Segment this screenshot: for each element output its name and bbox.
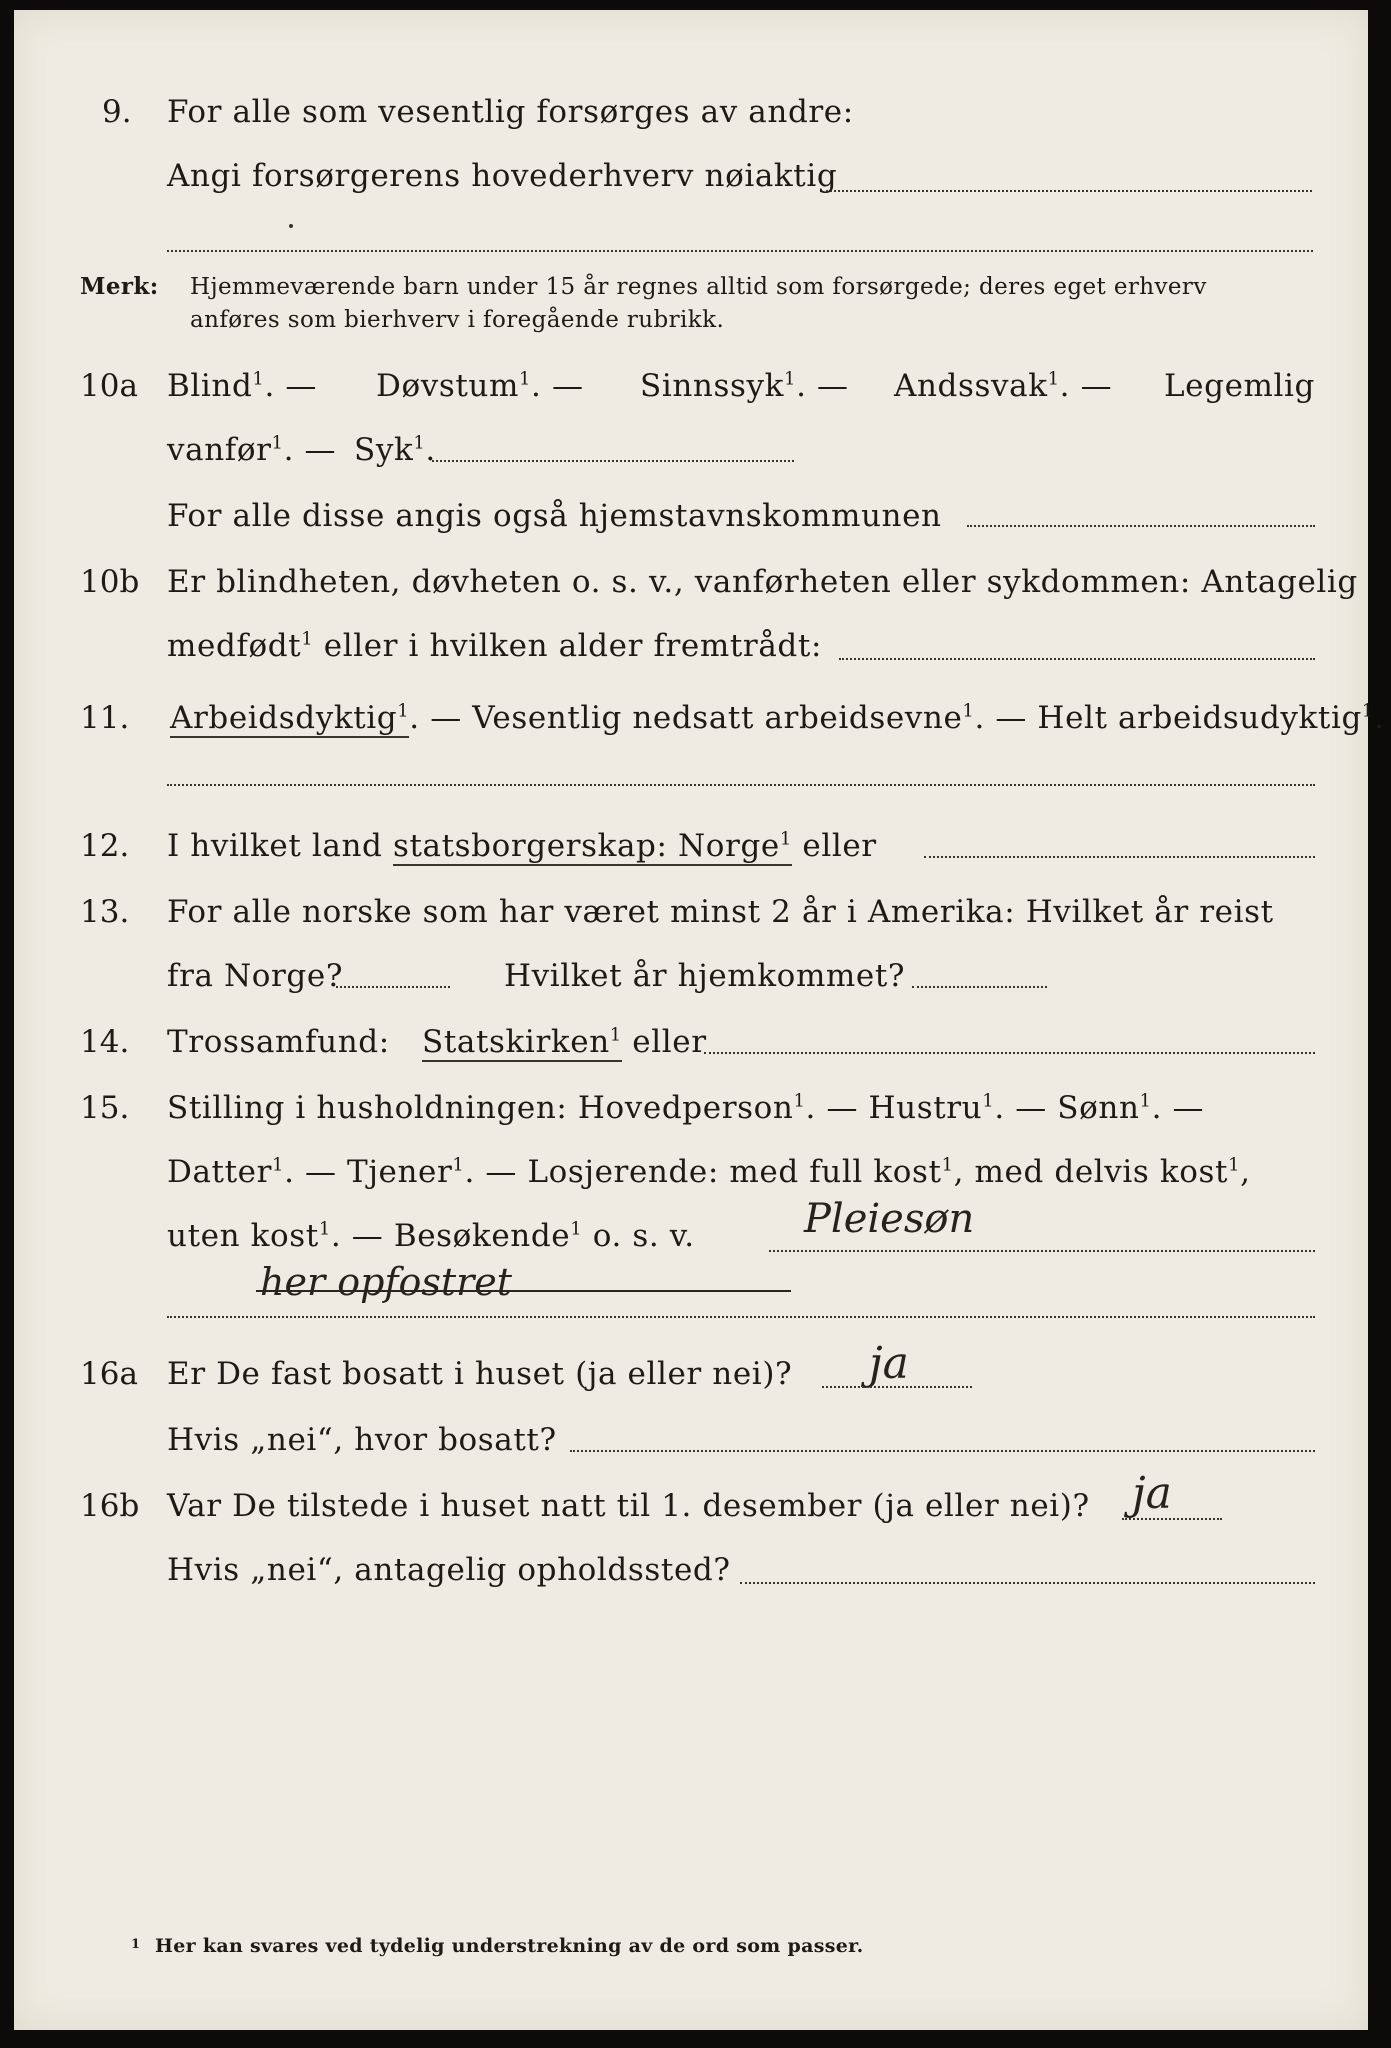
q14-label: Trossamfund: [167, 1024, 390, 1060]
q16a-handwritten-answer: ja [869, 1338, 909, 1389]
q10a-option-sinnssyk: Sinnssyk$^1$. — [640, 368, 849, 404]
q11-options: Arbeidsdyktig$^1$. — Vesentlig nedsatt arbeidsevne$^1$. — Helt arbeidsudyktig$^1$. [170, 700, 1385, 736]
q15-answer-line-2[interactable] [167, 1316, 1315, 1318]
merk-note-line2: anføres som bierhverv i foregående rubrikk. [190, 307, 725, 333]
q14-statskirken-underlined: Statskirken$^1$ [422, 1024, 622, 1060]
q14-answer-line[interactable] [704, 1052, 1315, 1054]
q10a-hjemstavn-line[interactable] [967, 525, 1315, 527]
q10a-option-andssvak: Andssvak$^1$. — [894, 368, 1113, 404]
q10a-number: 10a [80, 368, 138, 404]
q10b-medfodt: medfødt$^1$ eller i hvilken alder fremtrådt: [167, 628, 822, 664]
q9-sub-question: Angi forsørgerens hovederhverv nøiaktig [167, 158, 838, 194]
q10a-option-blind: Blind$^1$. — [167, 368, 317, 404]
merk-label: Merk: [80, 273, 159, 300]
q12-answer-line[interactable] [924, 856, 1315, 858]
q15-handwritten-answer: Pleiesøn [804, 1196, 975, 1242]
q15-line1: Stilling i husholdningen: Hovedperson$^1$. — Hustru$^1$. — Sønn$^1$. — [167, 1090, 1205, 1126]
q16b-sub-question: Hvis „nei“, antagelig opholdssted? [167, 1552, 731, 1588]
q16a-question: Er De fast bosatt i huset (ja eller nei)? [167, 1356, 793, 1392]
q12-question: I hvilket land statsborgerskap: Norge$^1$ eller [167, 828, 877, 864]
q10a-answer-line[interactable] [432, 460, 794, 462]
q11-number: 11. [80, 700, 130, 736]
q9-number: 9. [102, 94, 132, 130]
q16a-sub-answer-line[interactable] [570, 1450, 1315, 1452]
q16a-answer-line[interactable] [822, 1386, 972, 1388]
q10b-number: 10b [80, 564, 140, 600]
footnote-text: Her kan svares ved tydelig understrekning av de ord som passer. [155, 1935, 864, 1957]
q13-hjemkommet-answer-line[interactable] [912, 986, 1047, 988]
q10a-hjemstavn-question: For alle disse angis også hjemstavnskommunen [167, 498, 942, 534]
q16a-sub-question: Hvis „nei“, hvor bosatt? [167, 1422, 557, 1458]
census-form-page [14, 10, 1385, 2030]
footnote-marker: 1 [131, 1937, 141, 1952]
q11-arbeidsdyktig-underlined: Arbeidsdyktig$^1$ [170, 700, 410, 736]
q16b-answer-line[interactable] [1122, 1518, 1222, 1520]
q10a-option-legemlig: Legemlig [1164, 368, 1315, 404]
q10a-option-vanfor: vanfør$^1$. — [167, 432, 337, 468]
ink-mark [289, 224, 293, 228]
q16a-number: 16a [80, 1356, 138, 1392]
q12-statsborgerskap-underlined: statsborgerskap: Norge$^1$ [392, 828, 792, 864]
q15-line3: uten kost$^1$. — Besøkende$^1$ o. s. v. [167, 1218, 695, 1254]
q15-line2: Datter$^1$. — Tjener$^1$. — Losjerende: med full kost$^1$, med delvis kost$^1$, [167, 1154, 1251, 1190]
q9-answer-line[interactable] [826, 190, 1312, 192]
q14-number: 14. [80, 1024, 130, 1060]
q13-question: For alle norske som har været minst 2 år i Amerika: Hvilket år reist [167, 894, 1274, 930]
q10a-option-dovstum: Døvstum$^1$. — [376, 368, 584, 404]
q9-question: For alle som vesentlig forsørges av andre: [167, 94, 854, 130]
q16b-question: Var De tilstede i huset natt til 1. desember (ja eller nei)? [167, 1488, 1090, 1524]
q13-hjemkommet: Hvilket år hjemkommet? [504, 958, 906, 994]
q15-handwritten-line2: her opfostret [260, 1260, 513, 1304]
q10a-option-syk: Syk$^1$. [354, 432, 436, 468]
q13-fra-norge: fra Norge? [167, 958, 344, 994]
q13-number: 13. [80, 894, 130, 930]
q12-number: 12. [80, 828, 130, 864]
q10b-question: Er blindheten, døvheten o. s. v., vanførheten eller sykdommen: Antagelig [167, 564, 1358, 600]
q15-answer-line[interactable] [769, 1250, 1315, 1252]
q16b-number: 16b [80, 1488, 140, 1524]
merk-note-line1: Hjemmeværende barn under 15 år regnes alltid som forsørgede; deres eget erhverv [190, 274, 1207, 300]
q11-answer-line[interactable] [167, 784, 1315, 786]
q9-answer-line-2[interactable] [167, 250, 1313, 252]
q15-number: 15. [80, 1090, 130, 1126]
q10b-answer-line[interactable] [839, 658, 1315, 660]
q16b-handwritten-answer: ja [1132, 1468, 1172, 1519]
q15-strikethrough [256, 1290, 791, 1292]
q16b-sub-answer-line[interactable] [740, 1582, 1315, 1584]
q13-reist-answer-line[interactable] [336, 986, 450, 988]
q14-options: Statskirken$^1$ eller [422, 1024, 707, 1060]
